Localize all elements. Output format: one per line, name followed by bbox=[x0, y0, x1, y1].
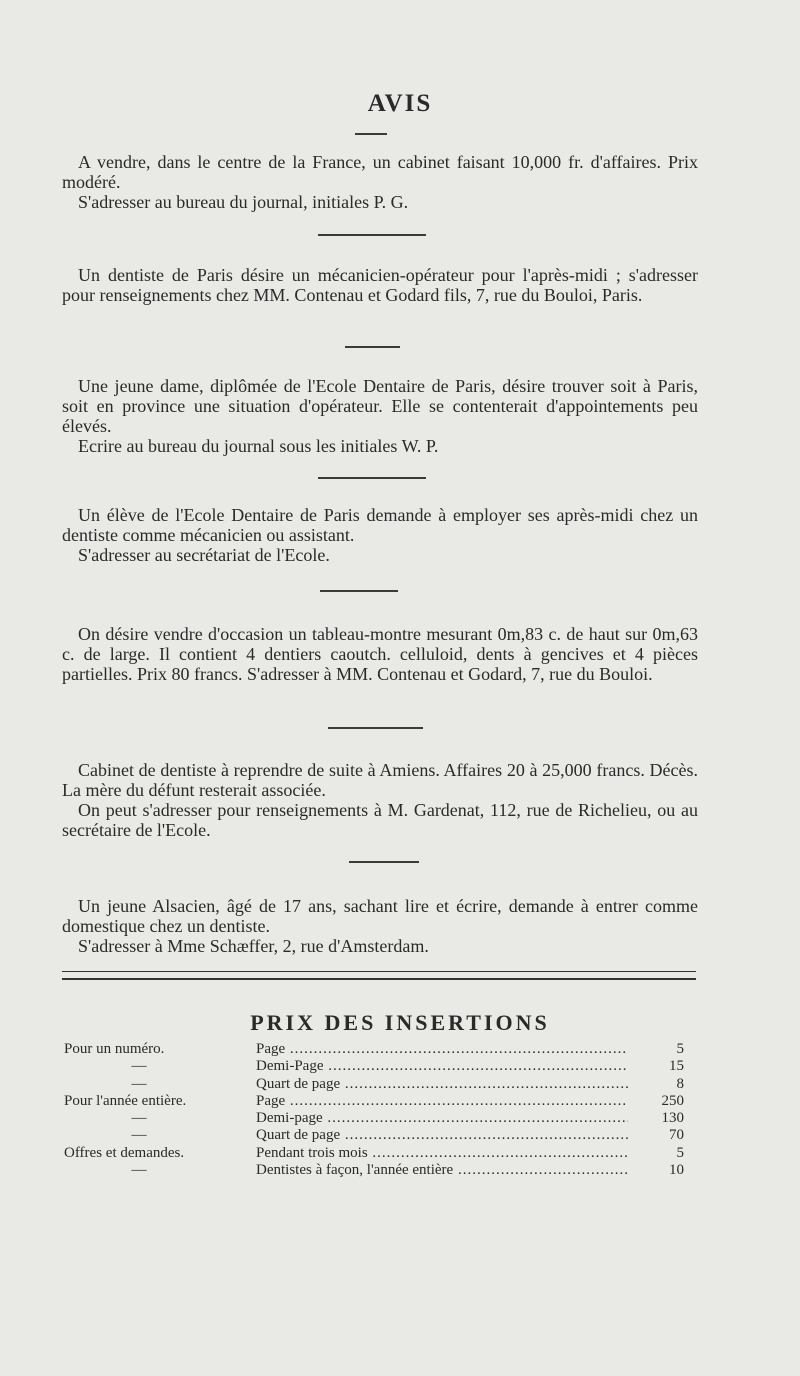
double-rule-top bbox=[62, 971, 696, 972]
price-item: Pendant trois mois ..... bbox=[256, 1145, 628, 1162]
price-item: Page ..... bbox=[256, 1093, 628, 1110]
separator-rule bbox=[345, 346, 400, 348]
price-value: 8 bbox=[676, 1075, 684, 1092]
ad-6-text: Cabinet de dentiste à reprendre de suite à Amiens. Affaires 20 à 25,000 francs. Décès. La mère du défunt resterait associée. bbox=[62, 760, 698, 800]
price-row bbox=[64, 1162, 684, 1179]
price-group: Offres et demandes. bbox=[64, 1144, 185, 1161]
page-title: AVIS bbox=[367, 90, 433, 117]
price-group: — bbox=[131, 1127, 147, 1144]
separator-rule bbox=[318, 234, 426, 236]
price-row bbox=[64, 1145, 684, 1162]
ad-6 bbox=[62, 760, 698, 840]
separator-rule bbox=[328, 727, 423, 729]
price-group: — bbox=[131, 1058, 147, 1075]
ad-6-contact: On peut s'adresser pour renseignements à M. Gardenat, 112, rue de Richelieu, ou au secrétaire de l'Ecole. bbox=[62, 800, 698, 840]
separator-rule bbox=[318, 477, 426, 479]
price-item: Quart de page ..... bbox=[256, 1127, 628, 1144]
price-row bbox=[64, 1110, 684, 1127]
ad-3-text: Une jeune dame, diplômée de l'Ecole Dentaire de Paris, désire trouver soit à Paris, soit en province une situation d'opérateur. Elle se contenterait d'appointements peu élevés. bbox=[62, 376, 698, 436]
price-value: 10 bbox=[669, 1162, 684, 1179]
ad-1-contact: S'adresser au bureau du journal, initiales P. G. bbox=[78, 192, 409, 212]
ad-5 bbox=[62, 624, 698, 684]
price-item: Quart de page ..... bbox=[256, 1076, 628, 1093]
ad-7-contact: S'adresser à Mme Schæffer, 2, rue d'Amsterdam. bbox=[78, 936, 429, 956]
price-row bbox=[64, 1127, 684, 1144]
price-value: 130 bbox=[661, 1110, 684, 1127]
prices-table bbox=[64, 1041, 684, 1179]
double-rule-bottom bbox=[62, 978, 696, 980]
price-item: Demi-Page ..... bbox=[256, 1058, 628, 1075]
price-item: Demi-page ..... bbox=[256, 1110, 628, 1127]
ad-3-contact: Ecrire au bureau du journal sous les initiales W. P. bbox=[78, 436, 439, 456]
price-group: — bbox=[131, 1110, 147, 1127]
ad-4-contact: S'adresser au secrétariat de l'Ecole. bbox=[78, 545, 330, 565]
ad-1-text: A vendre, dans le centre de la France, un cabinet faisant 10,000 fr. d'affaires. Prix modéré. bbox=[62, 152, 698, 192]
ad-4-text: Un élève de l'Ecole Dentaire de Paris demande à employer ses après-midi chez un dentiste comme mécanicien ou assistant. bbox=[62, 505, 698, 545]
ad-7 bbox=[62, 896, 698, 956]
price-row bbox=[64, 1076, 684, 1093]
price-value: 70 bbox=[669, 1127, 684, 1144]
ad-4 bbox=[62, 505, 698, 565]
price-group: — bbox=[131, 1162, 147, 1179]
ad-7-text: Un jeune Alsacien, âgé de 17 ans, sachant lire et écrire, demande à entrer comme domestique chez un dentiste. bbox=[62, 896, 698, 936]
price-item: Dentistes à façon, l'année entière ..... bbox=[256, 1162, 628, 1179]
price-group: Pour un numéro. bbox=[64, 1041, 165, 1057]
price-row bbox=[64, 1093, 684, 1110]
price-row bbox=[64, 1041, 684, 1058]
separator-rule bbox=[320, 590, 398, 592]
ad-2-text: Un dentiste de Paris désire un mécanicien-opérateur pour l'après-midi ; s'adresser pour renseignements chez MM. Contenau et Godard fils, 7, rue du Bouloi, Paris. bbox=[62, 265, 698, 305]
title-rule bbox=[355, 133, 387, 135]
price-value: 250 bbox=[661, 1092, 684, 1109]
prices-title: PRIX DES INSERTIONS bbox=[250, 1010, 550, 1035]
price-item: Page ..... bbox=[256, 1041, 628, 1058]
price-row bbox=[64, 1058, 684, 1075]
price-value: 5 bbox=[676, 1041, 684, 1057]
separator-rule bbox=[349, 861, 419, 863]
price-value: 5 bbox=[676, 1144, 684, 1161]
ad-5-text: On désire vendre d'occasion un tableau-montre mesurant 0m,83 c. de haut sur 0m,63 c. de large. Il contient 4 dentiers caoutch. celluloid, dents à gencives et 4 pièces partielles. Prix 80 francs. S'adresser à MM. Contenau et Godard, 7, rue du Bouloi. bbox=[62, 624, 698, 684]
ad-3 bbox=[62, 376, 698, 456]
price-group: Pour l'année entière. bbox=[64, 1092, 187, 1109]
price-value: 15 bbox=[669, 1058, 684, 1075]
ad-2 bbox=[62, 265, 698, 305]
ad-1 bbox=[62, 152, 698, 212]
price-group: — bbox=[131, 1075, 147, 1092]
